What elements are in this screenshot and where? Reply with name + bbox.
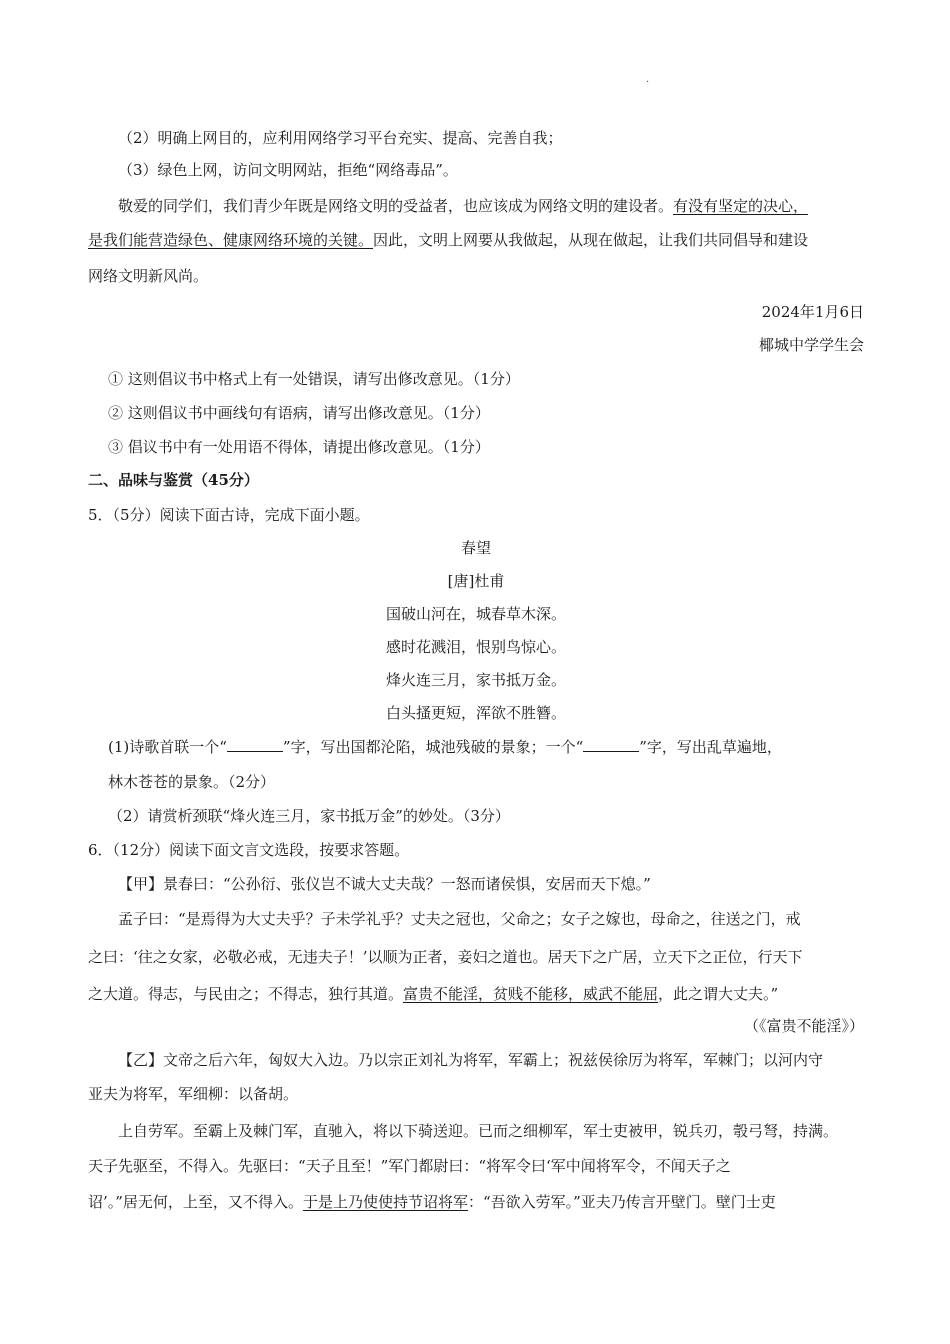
passage-yi-line-5 — [88, 1192, 864, 1212]
proposal-paragraph-line-1 — [118, 196, 864, 216]
passage-jia-source: （《富贵不能淫》） — [743, 1017, 864, 1035]
passage-jia-line-4 — [88, 984, 864, 1004]
proposal-item-2: （2）明确上网目的，应利用网络学习平台充实、提高、完善自我； — [118, 129, 563, 147]
passage-jia-line-2: 孟子曰：“是焉得为大丈夫乎？子未学礼乎？丈夫之冠也，父命之；女子之嫁也，母命之，往送之门，戒 — [118, 910, 801, 928]
passage-jia-line-3: 之曰：‘往之女家，必敬必戒，无违夫子！’以顺为正者，妾妇之道也。居天下之广居，立天下之正位，行天下 — [88, 948, 803, 966]
question-5-stem: 5．（5分）阅读下面古诗，完成下面小题。 — [88, 506, 370, 524]
question-text: ”字，写出国都沦陷，城池残破的景象；一个“ — [282, 738, 584, 756]
proposal-item-3: （3）绿色上网，访问文明网站，拒绝“网络毒品”。 — [118, 161, 458, 179]
passage-jia-line-1: 【甲】景春曰：“公孙衍、张仪岂不诚大丈夫哉？一怒而诸侯惧，安居而天下熄。” — [118, 875, 651, 893]
section-2-title: 二、品味与鉴赏（45分） — [88, 471, 259, 489]
passage-yi-line-3: 上自劳军。至霸上及棘门军，直驰入，将以下骑送迎。已而之细柳军，军士吏被甲，锐兵刃，彀弓弩，持满。 — [118, 1122, 839, 1140]
header-dot: . — [646, 74, 650, 85]
proposal-paragraph-line-3: 网络文明新风尚。 — [88, 267, 209, 285]
question-4-1: ① 这则倡议书中格式上有一处错误，请写出修改意见。（1分） — [108, 370, 520, 388]
passage-yi-line-2: 亚夫为将军，军细柳：以备胡。 — [88, 1085, 299, 1103]
answer-blank-2[interactable] — [583, 737, 639, 752]
proposal-signer: 椰城中学学生会 — [758, 336, 864, 354]
paragraph-text: 敬爱的同学们，我们青少年既是网络文明的受益者，也应该成为网络文明的建设者。 — [118, 197, 674, 215]
poem-line-2: 感时花溅泪，恨别鸟惊心。 — [385, 638, 566, 656]
poem-line-4: 白头搔更短，浑欲不胜簪。 — [385, 704, 566, 722]
passage-yi-line-4: 天子先驱至，不得入。先驱曰：“天子且至！”军门都尉曰：“将军令曰‘军中闻将军令，不闻天子之 — [88, 1157, 731, 1175]
question-text: ”字，写出乱草遍地， — [639, 738, 782, 756]
passage-text: ：“吾欲入劳军。”亚夫乃传言开壁门。壁门士吏 — [467, 1193, 776, 1211]
question-5-2: （2）请赏析颈联“烽火连三月，家书抵万金”的妙处。（3分） — [108, 807, 510, 825]
question-5-1-continued: 林木苍苍的景象。（2分） — [108, 773, 276, 791]
underlined-sentence: 于是上乃使使持节诏将军 — [302, 1193, 468, 1211]
passage-text: ，此之谓大丈夫。” — [658, 985, 779, 1003]
question-4-3: ③ 倡议书中有一处用语不得体，请提出修改意见。（1分） — [108, 438, 490, 456]
question-6-stem: 6．（12分）阅读下面文言文选段，按要求答题。 — [88, 841, 410, 859]
poem-line-3: 烽火连三月，家书抵万金。 — [385, 671, 566, 689]
poem-author: [唐]杜甫 — [447, 572, 505, 590]
question-5-1 — [108, 737, 864, 757]
underlined-sentence: 富贵不能淫，贫贱不能移，威武不能屈 — [403, 985, 659, 1003]
question-4-2: ② 这则倡议书中画线句有语病，请写出修改意见。（1分） — [108, 404, 490, 422]
poem-title: 春望 — [460, 539, 491, 557]
passage-text: 之大道。得志，与民由之；不得志，独行其道。 — [88, 985, 404, 1003]
underlined-sentence-part-1: 有没有坚定的决心， — [673, 197, 809, 215]
underlined-sentence-part-2: 是我们能营造绿色、健康网络环境的关键。 — [88, 231, 374, 249]
answer-blank-1[interactable] — [227, 737, 283, 752]
question-text: (1)诗歌首联一个“ — [108, 738, 227, 756]
proposal-date: 2024年1月6日 — [761, 303, 864, 321]
passage-text: 诏’。”居无何，上至，又不得入。 — [88, 1193, 303, 1211]
proposal-paragraph-line-2 — [88, 230, 864, 250]
passage-yi-line-1: 【乙】文帝之后六年，匈奴大入边。乃以宗正刘礼为将军，军霸上；祝兹侯徐厉为将军，军棘门；以河内守 — [118, 1051, 824, 1069]
poem-line-1: 国破山河在，城春草木深。 — [385, 605, 566, 623]
paragraph-text: 因此，文明上网要从我做起，从现在做起，让我们共同倡导和建设 — [373, 231, 809, 249]
